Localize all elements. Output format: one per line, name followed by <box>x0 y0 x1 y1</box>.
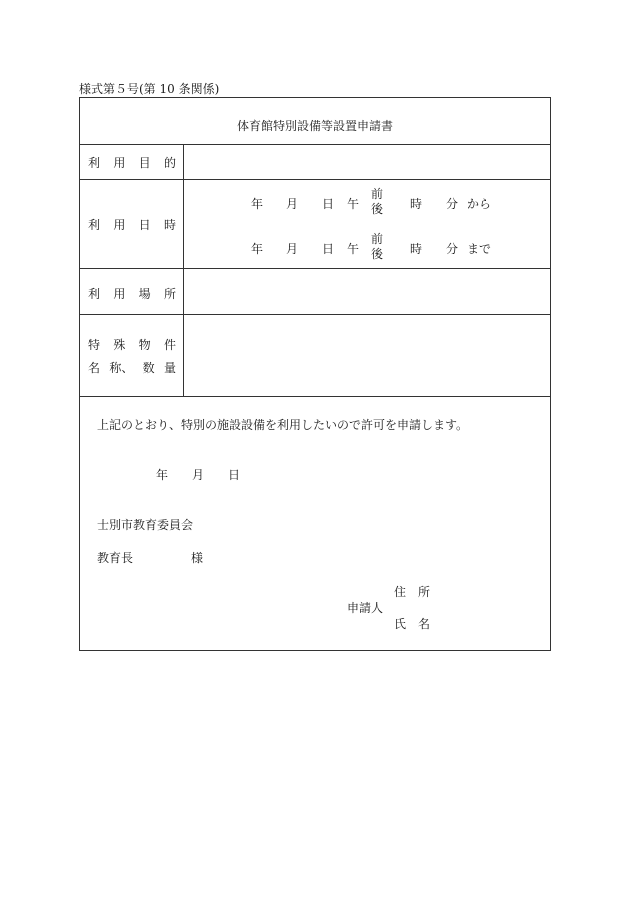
am-option[interactable]: 前 <box>371 187 384 201</box>
purpose-field[interactable] <box>184 145 550 179</box>
hour-unit: 時 <box>410 197 423 211</box>
label-char: 物 <box>138 338 151 352</box>
label-char: 利 <box>88 218 101 232</box>
divider <box>80 396 550 397</box>
label-char: 殊 <box>113 338 126 352</box>
label-char: 利 <box>88 156 101 170</box>
name-label: 氏 名 <box>394 617 431 631</box>
label-char: 時 <box>163 218 176 232</box>
label-char: 的 <box>163 156 176 170</box>
address-label: 住 所 <box>394 585 431 599</box>
place-field[interactable] <box>184 269 550 314</box>
day-unit: 日 <box>228 468 241 482</box>
honorific: 様 <box>191 551 204 565</box>
label-char: 数 <box>142 361 155 375</box>
addressee-board: 士別市教育委員会 <box>97 518 194 532</box>
month-unit: 月 <box>286 197 299 211</box>
label-char: 所 <box>163 287 176 301</box>
applicant-label: 申請人 <box>347 601 384 615</box>
year-unit: 年 <box>251 242 264 256</box>
special-item-field[interactable] <box>184 315 550 396</box>
am-option[interactable]: 前 <box>371 232 384 246</box>
label-char: 件 <box>163 338 176 352</box>
day-unit: 日 <box>322 197 335 211</box>
year-unit: 年 <box>251 197 264 211</box>
label-char: 利 <box>88 287 101 301</box>
month-unit: 月 <box>192 468 205 482</box>
divider <box>80 179 550 180</box>
form-title: 体育館特別設備等設置申請書 <box>236 119 393 133</box>
label-char: 場 <box>138 287 151 301</box>
label-char: 用 <box>113 287 126 301</box>
form-number: 様式第５号(第 10 条関係) <box>79 82 220 96</box>
place-label <box>88 285 176 302</box>
pm-option[interactable]: 後 <box>371 247 384 261</box>
noon-unit: 午 <box>347 242 360 256</box>
label-char: 目 <box>138 156 151 170</box>
label-char: 用 <box>113 218 126 232</box>
special-item-label-line2 <box>88 359 176 376</box>
am-pm-choice[interactable] <box>371 187 383 217</box>
noon-unit: 午 <box>347 197 360 211</box>
addressee-title: 教育長 <box>97 551 134 565</box>
year-unit: 年 <box>156 468 169 482</box>
label-char: 用 <box>113 156 126 170</box>
minute-unit: 分 <box>446 197 459 211</box>
month-unit: 月 <box>286 242 299 256</box>
purpose-label <box>88 154 176 171</box>
label-char: 特 <box>88 338 101 352</box>
label-char: 称、 <box>109 361 134 375</box>
pm-option[interactable]: 後 <box>371 202 384 216</box>
application-form <box>79 97 551 651</box>
application-statement: 上記のとおり、特別の施設設備を利用したいので許可を申請します。 <box>97 418 469 432</box>
datetime-label <box>88 216 176 233</box>
until-suffix: まで <box>467 242 492 256</box>
minute-unit: 分 <box>446 242 459 256</box>
special-item-label-line1 <box>88 336 176 353</box>
am-pm-choice[interactable] <box>371 232 383 262</box>
from-suffix: から <box>467 197 492 211</box>
day-unit: 日 <box>322 242 335 256</box>
label-char: 日 <box>138 218 151 232</box>
label-char: 量 <box>163 361 176 375</box>
hour-unit: 時 <box>410 242 423 256</box>
label-char: 名 <box>88 361 101 375</box>
